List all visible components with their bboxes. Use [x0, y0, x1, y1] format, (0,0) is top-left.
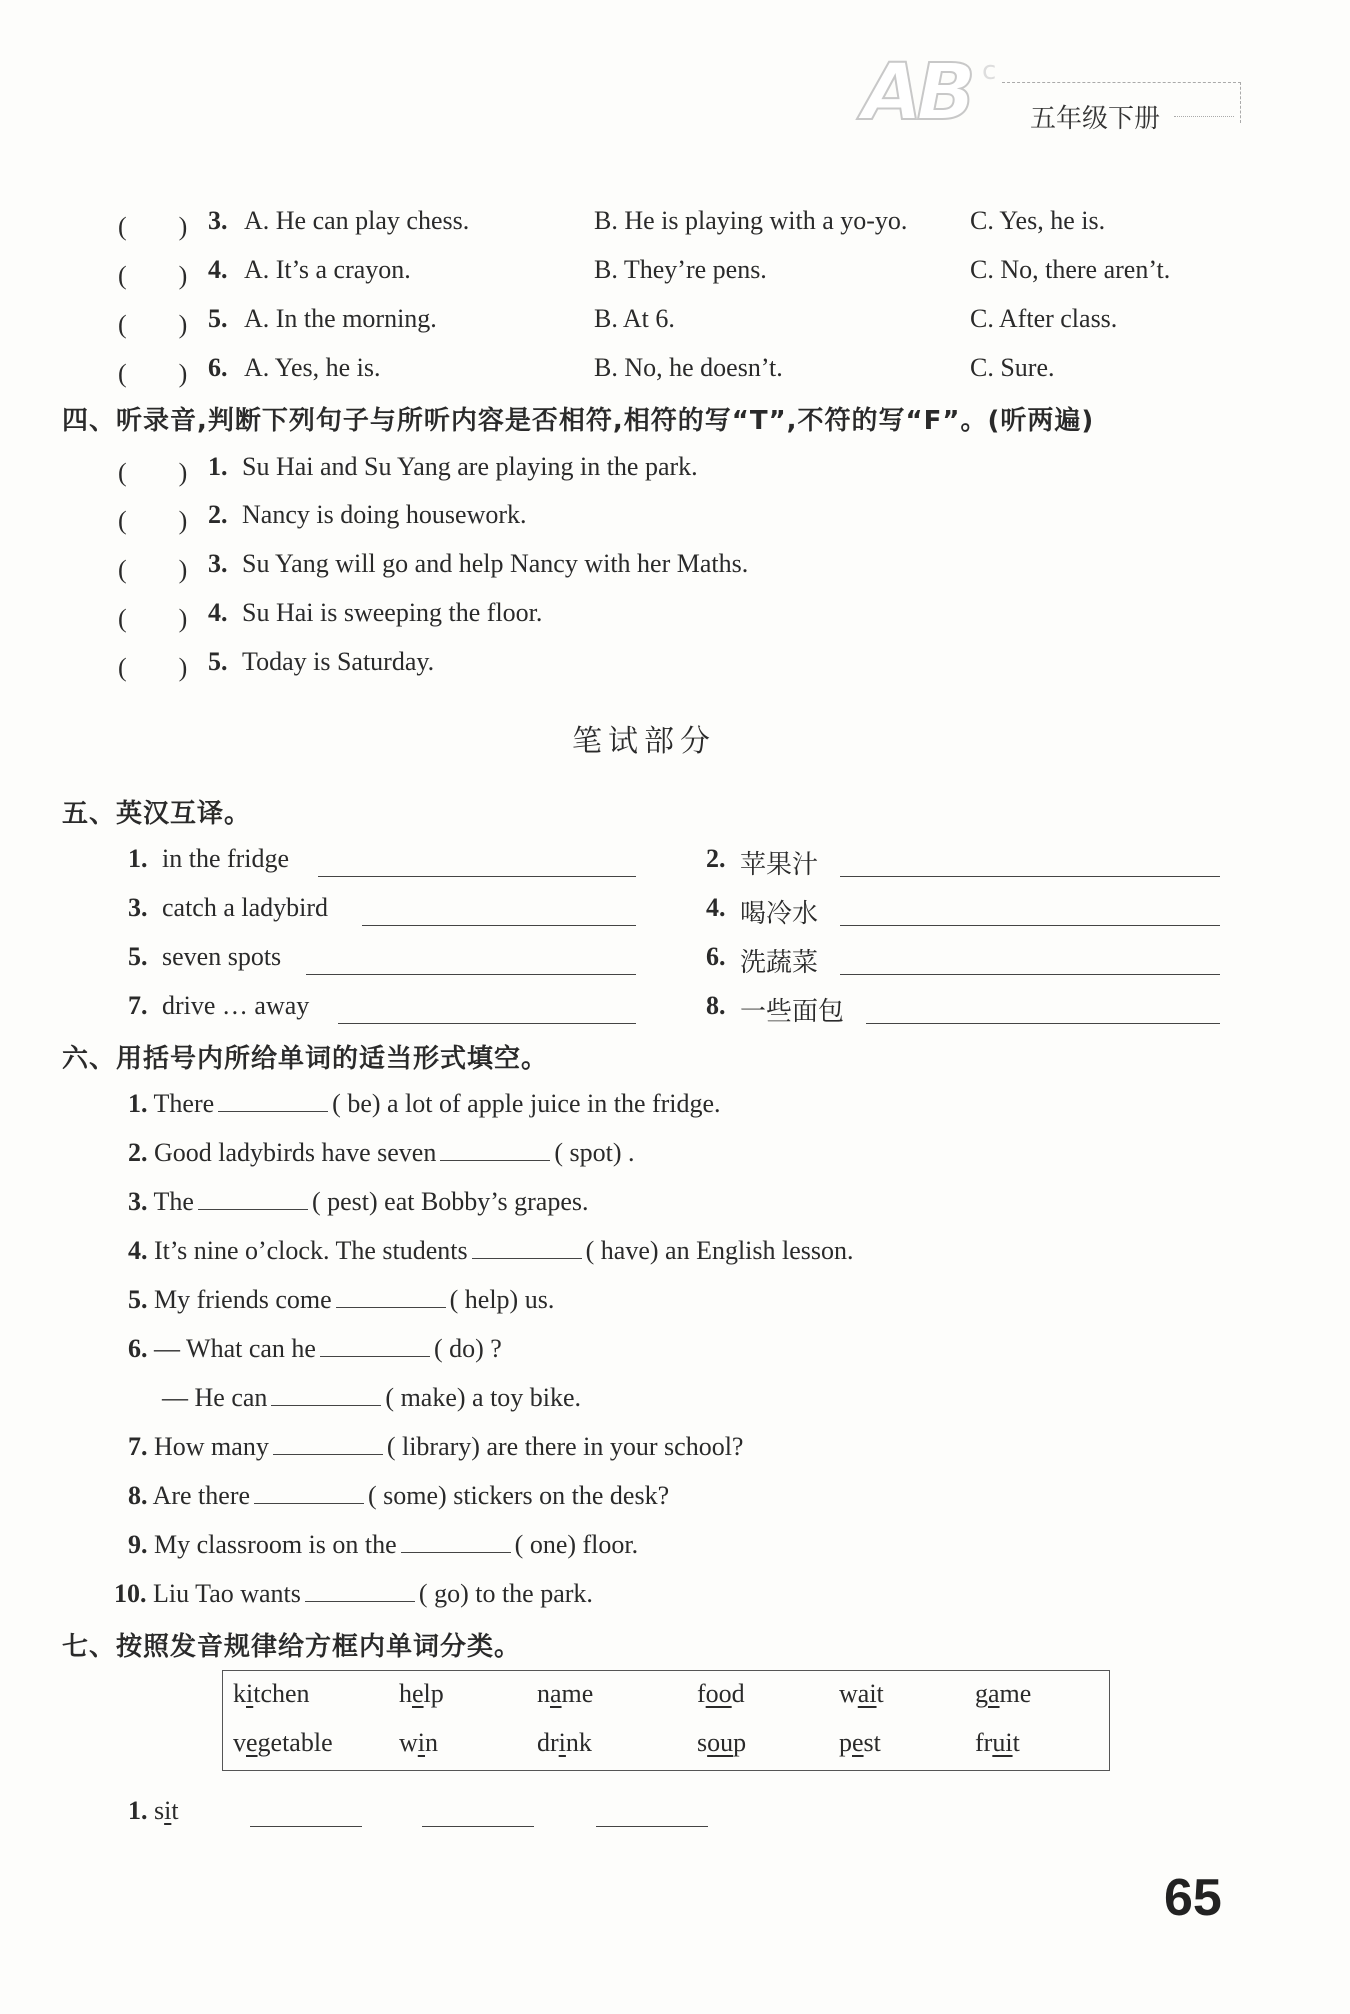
sentence-end: an English lesson.	[665, 1236, 854, 1265]
item-number: 2.	[128, 1138, 148, 1167]
sentence-start: — What can he	[154, 1334, 316, 1363]
statement-text: Su Yang will go and help Nancy with her Maths.	[242, 549, 749, 578]
translate-prompt: 苹果汁	[740, 850, 819, 879]
answer-paren[interactable]: ( )	[118, 261, 188, 290]
answer-line[interactable]	[318, 876, 636, 877]
answer-paren[interactable]: ( )	[118, 506, 188, 535]
answer-blank[interactable]	[336, 1285, 446, 1308]
s7-blank-1[interactable]	[250, 1826, 362, 1827]
item-number: 1.	[128, 844, 148, 873]
fill-blank-item	[128, 1236, 854, 1266]
answer-blank[interactable]	[273, 1432, 383, 1455]
answer-paren[interactable]: ( )	[118, 212, 188, 241]
item-number: 4.	[208, 598, 228, 627]
word-item: wait	[839, 1679, 884, 1708]
translate-prompt: drive … away	[162, 991, 310, 1020]
sentence-start: My friends come	[154, 1285, 332, 1314]
answer-paren[interactable]: ( )	[118, 359, 188, 388]
fill-blank-item	[128, 1138, 635, 1168]
option-a: A. It’s a crayon.	[244, 255, 411, 284]
statement-text: Today is Saturday.	[242, 647, 435, 676]
sentence-end: floor.	[582, 1530, 639, 1559]
word-item: pest	[839, 1728, 881, 1757]
answer-blank[interactable]	[305, 1579, 415, 1602]
sentence-start: Liu Tao wants	[153, 1579, 301, 1608]
answer-blank[interactable]	[440, 1138, 550, 1161]
item-number: 7.	[128, 991, 148, 1020]
sentence-start: — He can	[162, 1383, 268, 1412]
item-number: 3.	[128, 1187, 148, 1216]
header-dots	[1174, 116, 1234, 117]
word-item: win	[399, 1728, 439, 1757]
sentence-start: Are there	[152, 1481, 251, 1510]
answer-line[interactable]	[362, 925, 636, 926]
answer-paren[interactable]: ( )	[118, 555, 188, 584]
item-number: 2.	[208, 500, 228, 529]
translate-prompt: catch a ladybird	[162, 893, 329, 922]
sentence-start: There	[153, 1089, 215, 1118]
item-number: 1.	[128, 1089, 148, 1118]
item-number: 5.	[208, 647, 228, 676]
sentence-start: My classroom is on the	[154, 1530, 397, 1559]
word-item: fruit	[975, 1728, 1020, 1757]
word-item: help	[399, 1679, 444, 1708]
word-hint: ( do) ?	[433, 1334, 502, 1363]
answer-blank[interactable]	[472, 1236, 582, 1259]
answer-line[interactable]	[866, 1023, 1220, 1024]
fill-blank-item	[128, 1432, 743, 1462]
item-number: 6.	[128, 1334, 148, 1363]
option-a: A. He can play chess.	[244, 206, 470, 235]
sentence-start: The	[153, 1187, 194, 1216]
item-number: 8.	[706, 991, 726, 1020]
section4-title: 四、听录音,判断下列句子与所听内容是否相符,相符的写“T”,不符的写“F”。(听两遍)	[62, 406, 1095, 436]
answer-paren[interactable]: ( )	[118, 458, 188, 487]
option-b: B. They’re pens.	[594, 255, 767, 284]
fill-blank-item	[128, 1481, 669, 1511]
option-c: C. No, there aren’t.	[970, 255, 1171, 284]
item-number: 1.	[208, 452, 228, 481]
option-a: A. Yes, he is.	[244, 353, 381, 382]
section5-title: 五、英汉互译。	[62, 799, 252, 829]
item-number: 6.	[706, 942, 726, 971]
item-number: 9.	[128, 1530, 148, 1559]
answer-paren[interactable]: ( )	[118, 604, 188, 633]
word-hint: ( go)	[418, 1579, 469, 1608]
page-number: 65	[1164, 1869, 1222, 1927]
item-number: 4.	[128, 1236, 148, 1265]
statement-text: Nancy is doing housework.	[242, 500, 527, 529]
grade-label: 五年级下册	[1030, 104, 1161, 134]
section6-title: 六、用括号内所给单词的适当形式填空。	[62, 1044, 549, 1074]
sentence-start: How many	[154, 1432, 269, 1461]
word-item: drink	[537, 1728, 592, 1757]
answer-blank[interactable]	[218, 1089, 328, 1112]
fill-blank-item	[162, 1383, 581, 1413]
word-hint: ( help)	[449, 1285, 519, 1314]
item-number: 4.	[706, 893, 726, 922]
option-c: C. Yes, he is.	[970, 206, 1106, 235]
translate-prompt: 喝冷水	[740, 899, 819, 928]
sentence-end: stickers on the desk?	[453, 1481, 670, 1510]
item-number: 5.	[208, 304, 228, 333]
statement-text: Su Hai and Su Yang are playing in the park.	[242, 452, 698, 481]
item-number: 3.	[128, 893, 148, 922]
answer-line[interactable]	[306, 974, 636, 975]
s7-item-1	[128, 1796, 179, 1826]
word-hint: ( be)	[332, 1089, 381, 1118]
item-number: 2.	[706, 844, 726, 873]
option-c: C. After class.	[970, 304, 1118, 333]
s7-blank-3[interactable]	[596, 1826, 708, 1827]
fill-blank-item	[128, 1530, 638, 1560]
item-number: 6.	[208, 353, 228, 382]
word-item: soup	[697, 1728, 747, 1757]
fill-blank-item	[114, 1579, 593, 1609]
answer-paren[interactable]: ( )	[118, 310, 188, 339]
item-number: 4.	[208, 255, 228, 284]
answer-line[interactable]	[840, 974, 1220, 975]
fill-blank-item	[128, 1187, 589, 1217]
answer-blank[interactable]	[271, 1383, 381, 1406]
word-hint: ( have)	[585, 1236, 659, 1265]
word-box	[222, 1670, 1110, 1771]
fill-blank-item	[128, 1285, 554, 1315]
word-hint: ( make)	[385, 1383, 466, 1412]
answer-blank[interactable]	[320, 1334, 430, 1357]
answer-line[interactable]	[338, 1023, 636, 1024]
item-number: 8.	[128, 1481, 148, 1510]
answer-blank[interactable]	[401, 1530, 511, 1553]
word-hint: ( library)	[386, 1432, 480, 1461]
item-number: 3.	[208, 549, 228, 578]
sentence-start: Good ladybirds have seven	[154, 1138, 437, 1167]
sentence-end: a toy bike.	[472, 1383, 582, 1412]
statement-text: Su Hai is sweeping the floor.	[242, 598, 543, 627]
translate-prompt: 一些面包	[740, 997, 845, 1026]
fill-blank-item	[128, 1334, 502, 1364]
item-number: 3.	[208, 206, 228, 235]
answer-blank[interactable]	[254, 1481, 364, 1504]
answer-line[interactable]	[840, 925, 1220, 926]
s7-blank-2[interactable]	[422, 1826, 534, 1827]
word-item: vegetable	[233, 1728, 333, 1757]
option-b: B. At 6.	[594, 304, 675, 333]
word-hint: ( pest)	[311, 1187, 378, 1216]
item-number: 5.	[128, 942, 148, 971]
item-number: 7.	[128, 1432, 148, 1461]
option-b: B. No, he doesn’t.	[594, 353, 783, 382]
option-b: B. He is playing with a yo-yo.	[594, 206, 908, 235]
logo-text: AB	[862, 48, 970, 138]
word-item: kitchen	[233, 1679, 310, 1708]
item-number: 10.	[114, 1579, 147, 1608]
translate-prompt: 洗蔬菜	[740, 948, 819, 977]
sentence-end: to the park.	[475, 1579, 593, 1608]
word-item: name	[537, 1679, 594, 1708]
sentence-start: It’s nine o’clock. The students	[154, 1236, 468, 1265]
item-number: 1.	[128, 1796, 148, 1825]
word-item: game	[975, 1679, 1032, 1708]
fill-blank-item	[128, 1089, 721, 1119]
logo-superscript: c	[982, 56, 997, 86]
header-logo	[862, 48, 1002, 148]
sentence-end: eat Bobby’s grapes.	[384, 1187, 589, 1216]
word-item: food	[697, 1679, 745, 1708]
section7-title: 七、按照发音规律给方框内单词分类。	[62, 1632, 522, 1662]
written-part-title: 笔试部分	[572, 724, 716, 759]
item-number: 5.	[128, 1285, 148, 1314]
sentence-end: are there in your school?	[486, 1432, 744, 1461]
sentence-end: us.	[524, 1285, 555, 1314]
option-c: C. Sure.	[970, 353, 1055, 382]
answer-line[interactable]	[840, 876, 1220, 877]
translate-prompt: in the fridge	[162, 844, 290, 873]
answer-paren[interactable]: ( )	[118, 653, 188, 682]
word-hint: ( some)	[368, 1481, 447, 1510]
word-sit: sit	[154, 1796, 179, 1825]
word-hint: ( spot) .	[554, 1138, 635, 1167]
sentence-end: a lot of apple juice in the fridge.	[387, 1089, 721, 1118]
word-hint: ( one)	[514, 1530, 577, 1559]
answer-blank[interactable]	[198, 1187, 308, 1210]
option-a: A. In the morning.	[244, 304, 437, 333]
translate-prompt: seven spots	[162, 942, 282, 971]
